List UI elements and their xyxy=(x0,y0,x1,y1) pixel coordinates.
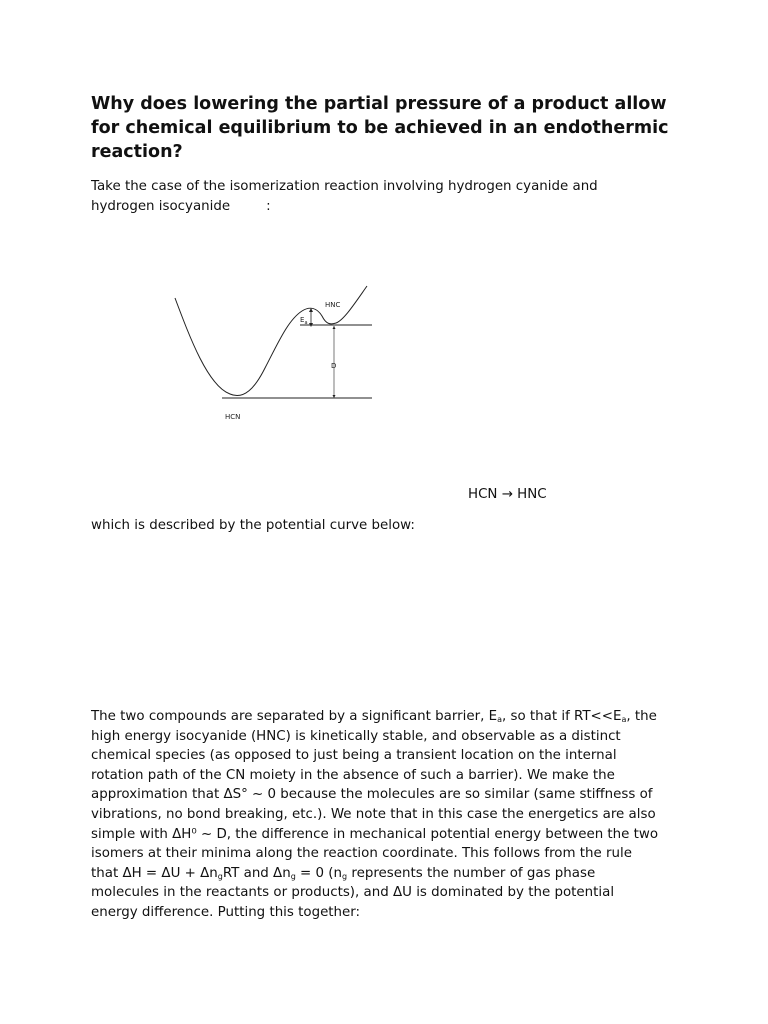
curve-description: which is described by the potential curve below: xyxy=(91,518,415,533)
subscript: a xyxy=(621,715,627,724)
reaction-equation: HCN → HNC xyxy=(468,487,547,502)
subscript: a xyxy=(497,715,502,724)
d-arrowhead-up xyxy=(333,326,336,329)
body-line: isomers at their minima along the reaction coordinate. This follows from the rule xyxy=(91,846,632,862)
hcn-label: HCN xyxy=(225,413,241,421)
body-line: energy difference. Putting this together: xyxy=(91,904,361,920)
page-title: Why does lowering the partial pressure of a product allow for chemical equilibrium to be achieved in an endothermic reaction? xyxy=(91,94,669,162)
body-text: The two compounds are separated by a significant barrier, E xyxy=(91,709,498,724)
body-text: , so that if RT<<E xyxy=(501,709,622,724)
body-line xyxy=(91,707,691,727)
subscript: g xyxy=(290,871,296,881)
body-text: = 0 (n xyxy=(295,865,343,881)
intro-line xyxy=(91,197,651,217)
intro-paragraph xyxy=(91,177,651,216)
body-line: simple with ΔH⁰ ~ D, the difference in mechanical potential energy between the two xyxy=(91,826,659,842)
subscript: g xyxy=(217,871,223,881)
body-line: molecules in the reactants or products), and ΔU is dominated by the potential xyxy=(91,885,615,901)
subscript: g xyxy=(342,871,348,881)
potential-energy-diagram xyxy=(160,278,390,430)
ea-label-sub: a xyxy=(304,320,308,326)
body-line: approximation that ΔS° ~ 0 because the molecules are so similar (same stiffness of xyxy=(91,787,653,803)
body-line: high energy isocyanide (HNC) is kinetically stable, and observable as a distinct xyxy=(91,728,621,744)
d-label: D xyxy=(331,362,337,370)
body-text: represents the number of gas phase xyxy=(347,865,596,881)
ea-label-main: E xyxy=(300,316,305,324)
potential-curve-svg xyxy=(160,278,390,430)
body-text: RT and Δn xyxy=(222,865,291,881)
body-line: rotation path of the CN moiety in the absence of such a barrier). We make the xyxy=(91,767,615,783)
body-line xyxy=(91,864,691,884)
body-line: chemical species (as opposed to just being a transient location on the internal xyxy=(91,748,617,764)
body-paragraph xyxy=(91,707,691,923)
intro-text: hydrogen isocyanide xyxy=(91,198,231,214)
body-line: vibrations, no bond breaking, etc.). We note that in this case the energetics are also xyxy=(91,806,656,822)
intro-colon: : xyxy=(266,198,271,214)
intro-line: Take the case of the isomerization reaction involving hydrogen cyanide and xyxy=(91,179,598,194)
hnc-label: HNC xyxy=(325,301,341,309)
body-text: , the xyxy=(626,709,657,724)
body-text: that ΔH = ΔU + Δn xyxy=(91,865,218,881)
